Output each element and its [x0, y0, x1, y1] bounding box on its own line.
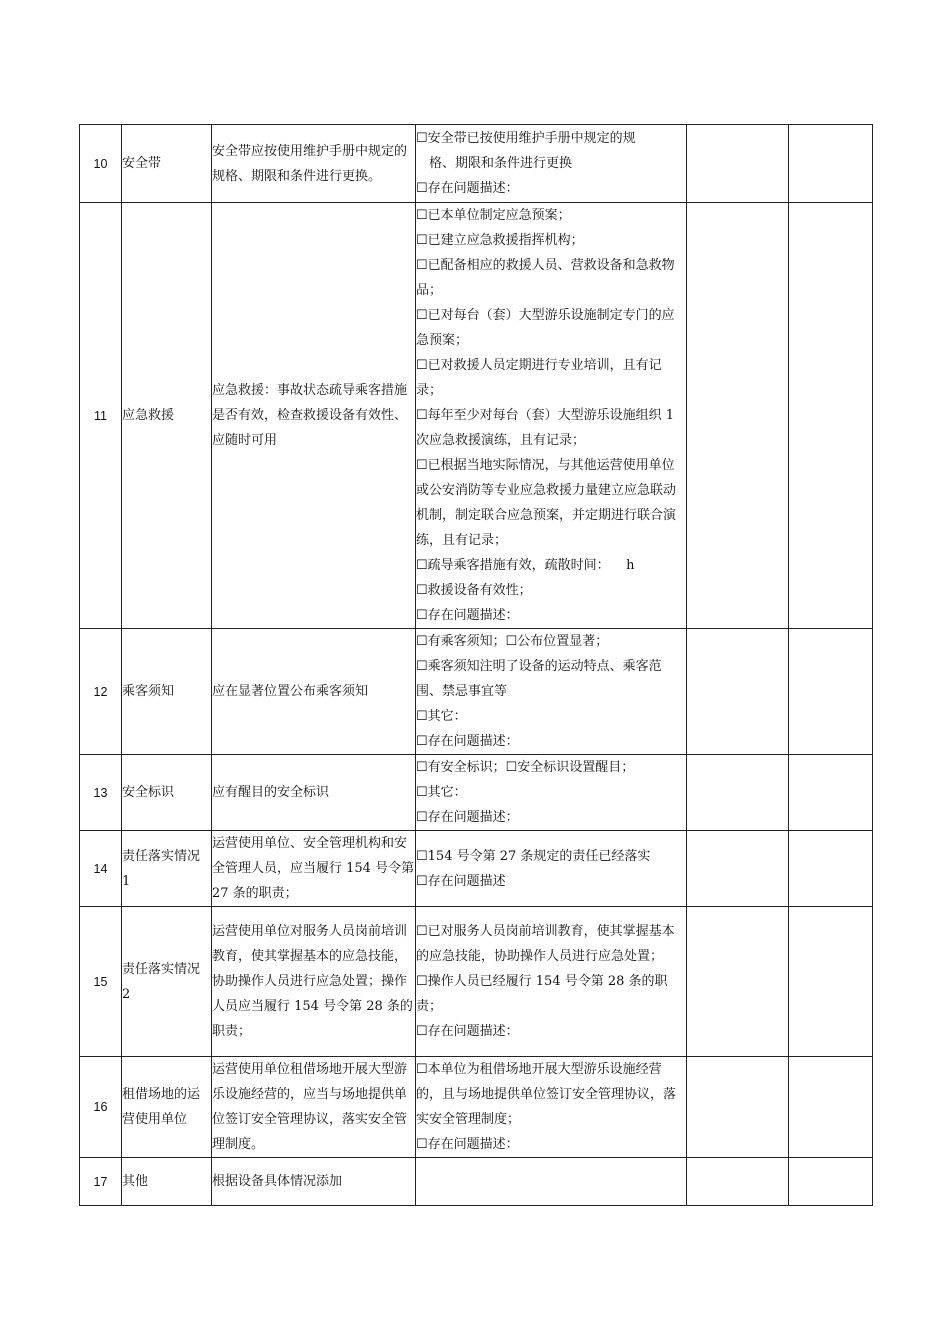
- table-row: [80, 1057, 873, 1158]
- row-number: 14: [80, 831, 122, 907]
- check-item: 责任落实情况 2: [122, 907, 212, 1057]
- checkbox-option[interactable]: ☐已建立应急救援指挥机构；: [416, 233, 584, 248]
- checkbox-option[interactable]: ☐存在问题描述：: [416, 181, 519, 196]
- inspection-table: [79, 124, 873, 1206]
- row-number: 13: [80, 755, 122, 831]
- checkbox-option[interactable]: ☐已本单位制定应急预案；: [416, 208, 571, 223]
- checkbox-option-continued: 格、期限和条件进行更换: [429, 156, 573, 171]
- checkbox-option[interactable]: ☐已配备相应的救援人员、营救设备和急救物品；: [416, 258, 675, 298]
- requirement: 应有醒目的安全标识: [212, 755, 416, 831]
- checkbox-option[interactable]: ☐已对救援人员定期进行专业培训，且有记录；: [416, 358, 662, 398]
- checkbox-option[interactable]: ☐已对每台（套）大型游乐设施制定专门的应急预案；: [416, 308, 675, 348]
- table-row: [80, 755, 873, 831]
- check-result: [416, 1057, 687, 1158]
- requirement: 根据设备具体情况添加: [212, 1158, 416, 1206]
- blank-cell: [687, 1057, 789, 1158]
- blank-cell: [789, 629, 873, 755]
- blank-cell: [789, 1158, 873, 1206]
- row-number: 10: [80, 125, 122, 203]
- check-result: [416, 125, 687, 203]
- check-result: [416, 831, 687, 907]
- blank-cell: [687, 907, 789, 1057]
- checkbox-option[interactable]: ☐每年至少对每台（套）大型游乐设施组织 1 次应急救援演练，且有记录；: [416, 408, 675, 448]
- table-row: [80, 831, 873, 907]
- blank-cell: [789, 755, 873, 831]
- blank-cell: [687, 629, 789, 755]
- check-item: 租借场地的运营使用单位: [122, 1057, 212, 1158]
- checkbox-option[interactable]: ☐存在问题描述：: [416, 1137, 519, 1152]
- checkbox-option[interactable]: ☐救援设备有效性；: [416, 583, 532, 598]
- check-item: 安全带: [122, 125, 212, 203]
- checkbox-option[interactable]: ☐疏导乘客措施有效，疏散时间： h: [416, 558, 635, 573]
- blank-cell: [789, 1057, 873, 1158]
- requirement: 应在显著位置公布乘客须知: [212, 629, 416, 755]
- checkbox-option[interactable]: ☐操作人员已经履行 154 号令第 28 条的职责；: [416, 974, 668, 1014]
- check-result: [416, 1158, 687, 1206]
- checkbox-option[interactable]: ☐已对服务人员岗前培训教育，使其掌握基本的应急技能，协助操作人员进行应急处置；: [416, 924, 675, 964]
- checkbox-option[interactable]: ☐存在问题描述：: [416, 1024, 519, 1039]
- blank-cell: [687, 203, 789, 629]
- checkbox-option[interactable]: ☐存在问题描述：: [416, 608, 519, 623]
- checkbox-option[interactable]: ☐乘客须知注明了设备的运动特点、乘客范围、禁忌事宜等: [416, 659, 662, 699]
- checkbox-option[interactable]: ☐本单位为租借场地开展大型游乐设施经营的，且与场地提供单位签订安全管理协议，落实安全管理制度；: [416, 1062, 677, 1127]
- table-row: [80, 907, 873, 1057]
- table-row: [80, 125, 873, 203]
- blank-cell: [687, 755, 789, 831]
- check-item: 应急救援: [122, 203, 212, 629]
- check-result: [416, 203, 687, 629]
- checkbox-option[interactable]: ☐154 号令第 27 条规定的责任已经落实: [416, 848, 651, 864]
- row-number: 11: [80, 203, 122, 629]
- requirement: 运营使用单位租借场地开展大型游乐设施经营的，应当与场地提供单位签订安全管理协议，落实安全管理制度。: [212, 1057, 416, 1158]
- requirement: 运营使用单位、安全管理机构和安全管理人员，应当履行 154 号令第 27 条的职责；: [212, 831, 416, 907]
- table-row: [80, 1158, 873, 1206]
- checkbox-option[interactable]: ☐安全带已按使用维护手册中规定的规: [416, 131, 636, 146]
- row-number: 16: [80, 1057, 122, 1158]
- requirement: 安全带应按使用维护手册中规定的规格、期限和条件进行更换。: [212, 125, 416, 203]
- check-item: 乘客须知: [122, 629, 212, 755]
- blank-cell: [789, 125, 873, 203]
- blank-cell: [789, 831, 873, 907]
- check-result: [416, 755, 687, 831]
- checkbox-option[interactable]: ☐有乘客须知；☐公布位置显著；: [416, 634, 609, 649]
- checkbox-option[interactable]: ☐已根据当地实际情况，与其他运营使用单位或公安消防等专业应急救援力量建立应急联动机制，制定联合应急预案，并定期进行联合演练，且有记录；: [416, 458, 677, 548]
- checkbox-option[interactable]: ☐其它：: [416, 785, 467, 800]
- blank-cell: [687, 125, 789, 203]
- blank-cell: [789, 907, 873, 1057]
- check-item: 安全标识: [122, 755, 212, 831]
- checkbox-option[interactable]: ☐存在问题描述：: [416, 810, 519, 825]
- check-item: 其他: [122, 1158, 212, 1206]
- check-item: 责任落实情况 1: [122, 831, 212, 907]
- row-number: 15: [80, 907, 122, 1057]
- checkbox-option[interactable]: ☐有安全标识；☐安全标识设置醒目；: [416, 760, 635, 775]
- blank-cell: [687, 831, 789, 907]
- checkbox-option[interactable]: ☐存在问题描述: [416, 873, 506, 889]
- check-result: [416, 907, 687, 1057]
- row-number: 17: [80, 1158, 122, 1206]
- checkbox-option[interactable]: ☐其它：: [416, 709, 467, 724]
- blank-cell: [687, 1158, 789, 1206]
- row-number: 12: [80, 629, 122, 755]
- checkbox-option[interactable]: ☐存在问题描述：: [416, 734, 519, 749]
- check-result: [416, 629, 687, 755]
- table-row: [80, 629, 873, 755]
- blank-cell: [789, 203, 873, 629]
- table-row: [80, 203, 873, 629]
- requirement: 应急救援：事故状态疏导乘客措施是否有效，检查救援设备有效性、应随时可用: [212, 203, 416, 629]
- requirement: 运营使用单位对服务人员岗前培训教育，使其掌握基本的应急技能，协助操作人员进行应急处置；操作人员应当履行 154 号令第 28 条的职责；: [212, 907, 416, 1057]
